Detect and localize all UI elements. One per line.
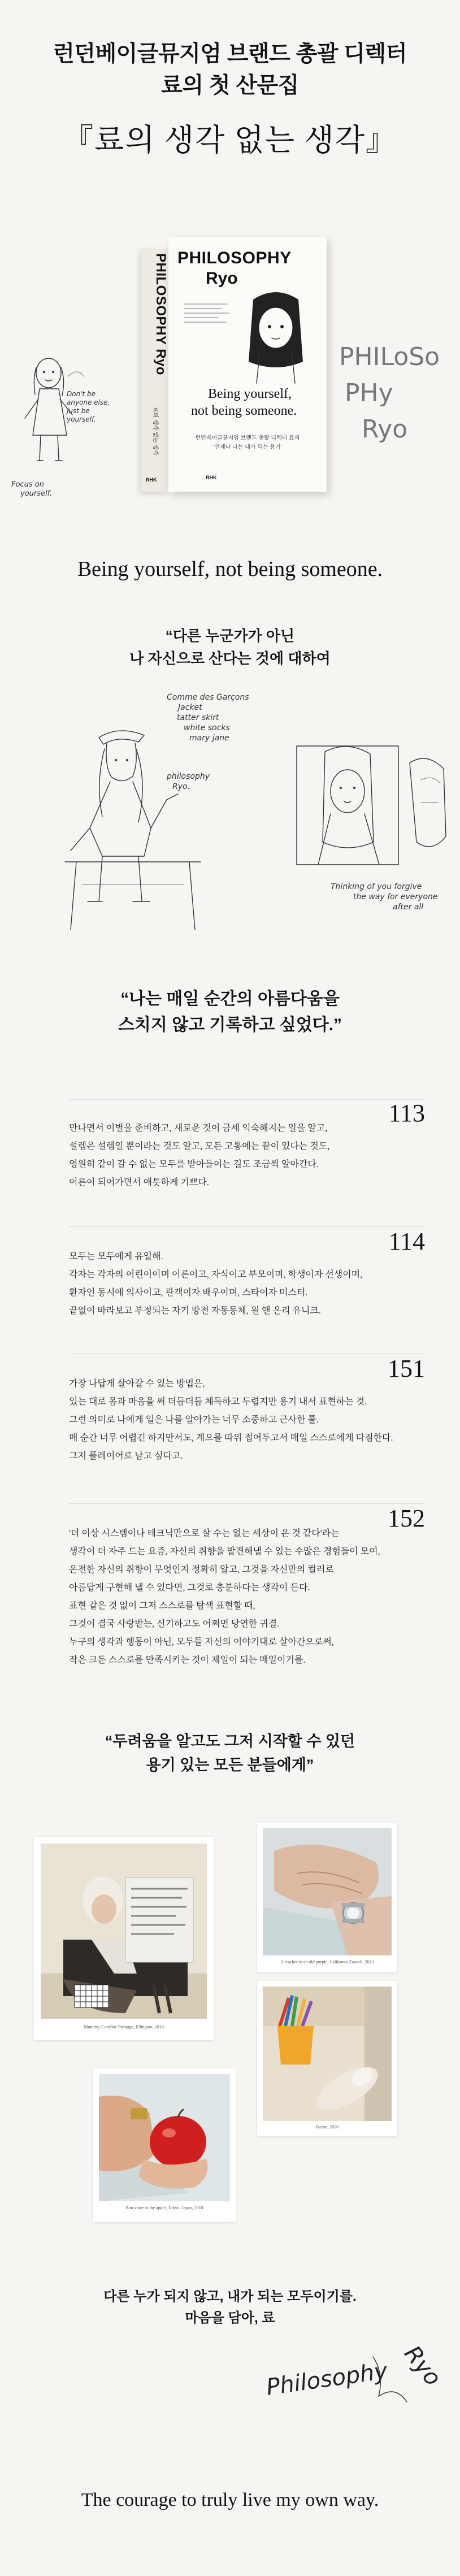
photo-caption: A teacher in an old purple, California Zanuck, 2013	[280, 1959, 374, 1964]
book-spine	[141, 249, 169, 492]
hands-watch-photo	[263, 1828, 392, 1955]
left-doodle-note: Don't be anyone else, just be yourself.	[67, 390, 110, 423]
cover-title: PHILOSOPHY	[177, 249, 292, 267]
spine-title: PHILOSOPHY Ryo	[153, 253, 168, 375]
spine-publisher: RHK	[146, 477, 157, 483]
signature: Philosophy Ryo	[264, 2341, 446, 2401]
quote-record: “나는 매일 순간의 아름다움을 스치지 않고 기록하고 싶었다.”	[118, 990, 342, 1034]
page-text: 만나면서 이별을 준비하고, 새로운 것이 금세 익숙해지는 일을 알고, 설렘은 설렘일 뿐이라는 것도 알고, 모든 고통에는 끝이 있다는 것도, 영원히 같이 갈 수 없는 모두를 받아들이는 길도 조금씩 알아간다. 어른이 되어가면서 애틋하게 기쁘다.	[69, 1124, 330, 1187]
right-handwriting: PHILoSo PHy Ryo	[339, 342, 440, 444]
page-text: 가장 나답게 살아갈 수 있는 방법은, 있는 대로 몸과 마음을 써 더듬더듬 체득하고 두렵지만 용기 내서 표현하는 것. 그런 의미로 나에게 일은 나를 알아가는 너무 소중하고 근사한 툴. 매 순간 너무 어렵긴 하지만서도, 계으를 따위 접어두고서 매일 스스로에게 다짐한다. 그저 플레이어로 남고 싶다고.	[69, 1379, 393, 1461]
photo-caption: Mummy, Caroline Prestage, Ellington, 2016	[84, 2024, 164, 2029]
left-doodle-focus: Focus on yourself.	[11, 480, 53, 498]
sketch-girl-portrait: Thinking of you forgive the way for everyone after all	[268, 729, 455, 933]
page-excerpt-152	[69, 1503, 425, 1690]
page-text: '더 이상 시스템이나 테크닉만으로 살 수는 없는 세상이 온 것 같다'라는 생각이 더 자주 드는 요즘, 자신의 취향을 발견해낼 수 있는 수많은 경험들이 모여, 온전한 자신의 취향이 무엇인지 정확히 알고, 그것을 자신만의 컬러로 아름답게 구현해 낼 수 있다면, 그것로 충분하다는 생각이 든다. 표현 같은 것 없이 그저 스스로를 탐색 표현할 때, 그것이 결국 사랑받는, 신기하고도 어쩌면 당연한 귀결. 누구의 생각과 행동이 아닌, 모두들 자신의 이야기대로 살아간으로써, 작은 크든 스스로를 만족시키는 것이 제일이 되는 매일이기를.	[69, 1529, 380, 1665]
header-line2: 료의 첫 산문집	[161, 73, 299, 98]
photo-card-hands	[257, 1823, 397, 1972]
page-number: 114	[388, 1228, 425, 1255]
book-title: 『료의 생각 없는 생각』	[63, 123, 397, 157]
photo-caption: Bacon, 2020	[315, 2124, 339, 2130]
closing-message: 다른 누가 되지 않고, 내가 되는 모두이기를. 마음을 담아, 료	[103, 2289, 357, 2326]
page-number: 151	[388, 1355, 425, 1382]
cover-author: Ryo	[206, 269, 238, 288]
english-tagline: Being yourself, not being someone.	[77, 557, 383, 581]
page-excerpt-151	[69, 1354, 425, 1490]
page-excerpt-113	[69, 1099, 425, 1213]
signature-flourish	[362, 2351, 418, 2408]
apple-photo	[99, 2074, 230, 2201]
page-number: 152	[388, 1504, 425, 1532]
photo-card-pencils	[257, 1981, 397, 2136]
cover-small-note	[182, 301, 233, 331]
book-image	[141, 237, 328, 497]
footer-tagline: The courage to truly live my own way.	[81, 2490, 379, 2510]
cover-tagline: Being yourself, not being someone.	[191, 387, 297, 418]
cover-publisher: RHK	[206, 475, 217, 480]
page-text: 모두는 모두에게 유일해. 각자는 각자의 어린이이며 어른이고, 자식이고 부모이며, 학생이자 선생이며, 환자인 동시에 의사이고, 관객이자 배우이며, 스타이자 미스터. 끝없이 바라보고 부정되는 자기 방전 자동동체, 원 앤 온리 유니크.	[69, 1252, 363, 1316]
spine-korean: 료의 생각 없는 생각	[152, 407, 158, 456]
quote-self: “다른 누군가가 아닌 나 자신으로 산다는 것에 대하여	[129, 627, 331, 667]
page-number: 113	[388, 1099, 425, 1127]
page-excerpt-114	[69, 1226, 425, 1340]
cover-girl-sketch	[236, 288, 315, 384]
book-cover	[168, 237, 327, 492]
pencils-photo	[263, 1987, 392, 2121]
reading-woman-photo	[41, 1844, 207, 2019]
photo-caption: Bon voice is the apple, Tokyo, Japan, 2018	[125, 2205, 203, 2210]
quote-courage: “두려움을 알고도 그저 시작할 수 있던 용기 있는 모든 분들에게”	[105, 1733, 355, 1773]
photo-card-apple	[93, 2068, 236, 2222]
header-line1: 런던베이글뮤지엄 브랜드 총괄 디렉터	[53, 42, 407, 66]
sketch-girl-standing: Comme des Garçons Jacket tatter skirt white socks mary jane philosophy Ryo.	[48, 692, 263, 935]
cover-subtitle: 런던베이글뮤지엄 브랜드 총괄 디렉터 료의 '언제나 나는 내가 되는 용기'	[195, 435, 300, 450]
photo-card-reading	[34, 1837, 214, 2040]
